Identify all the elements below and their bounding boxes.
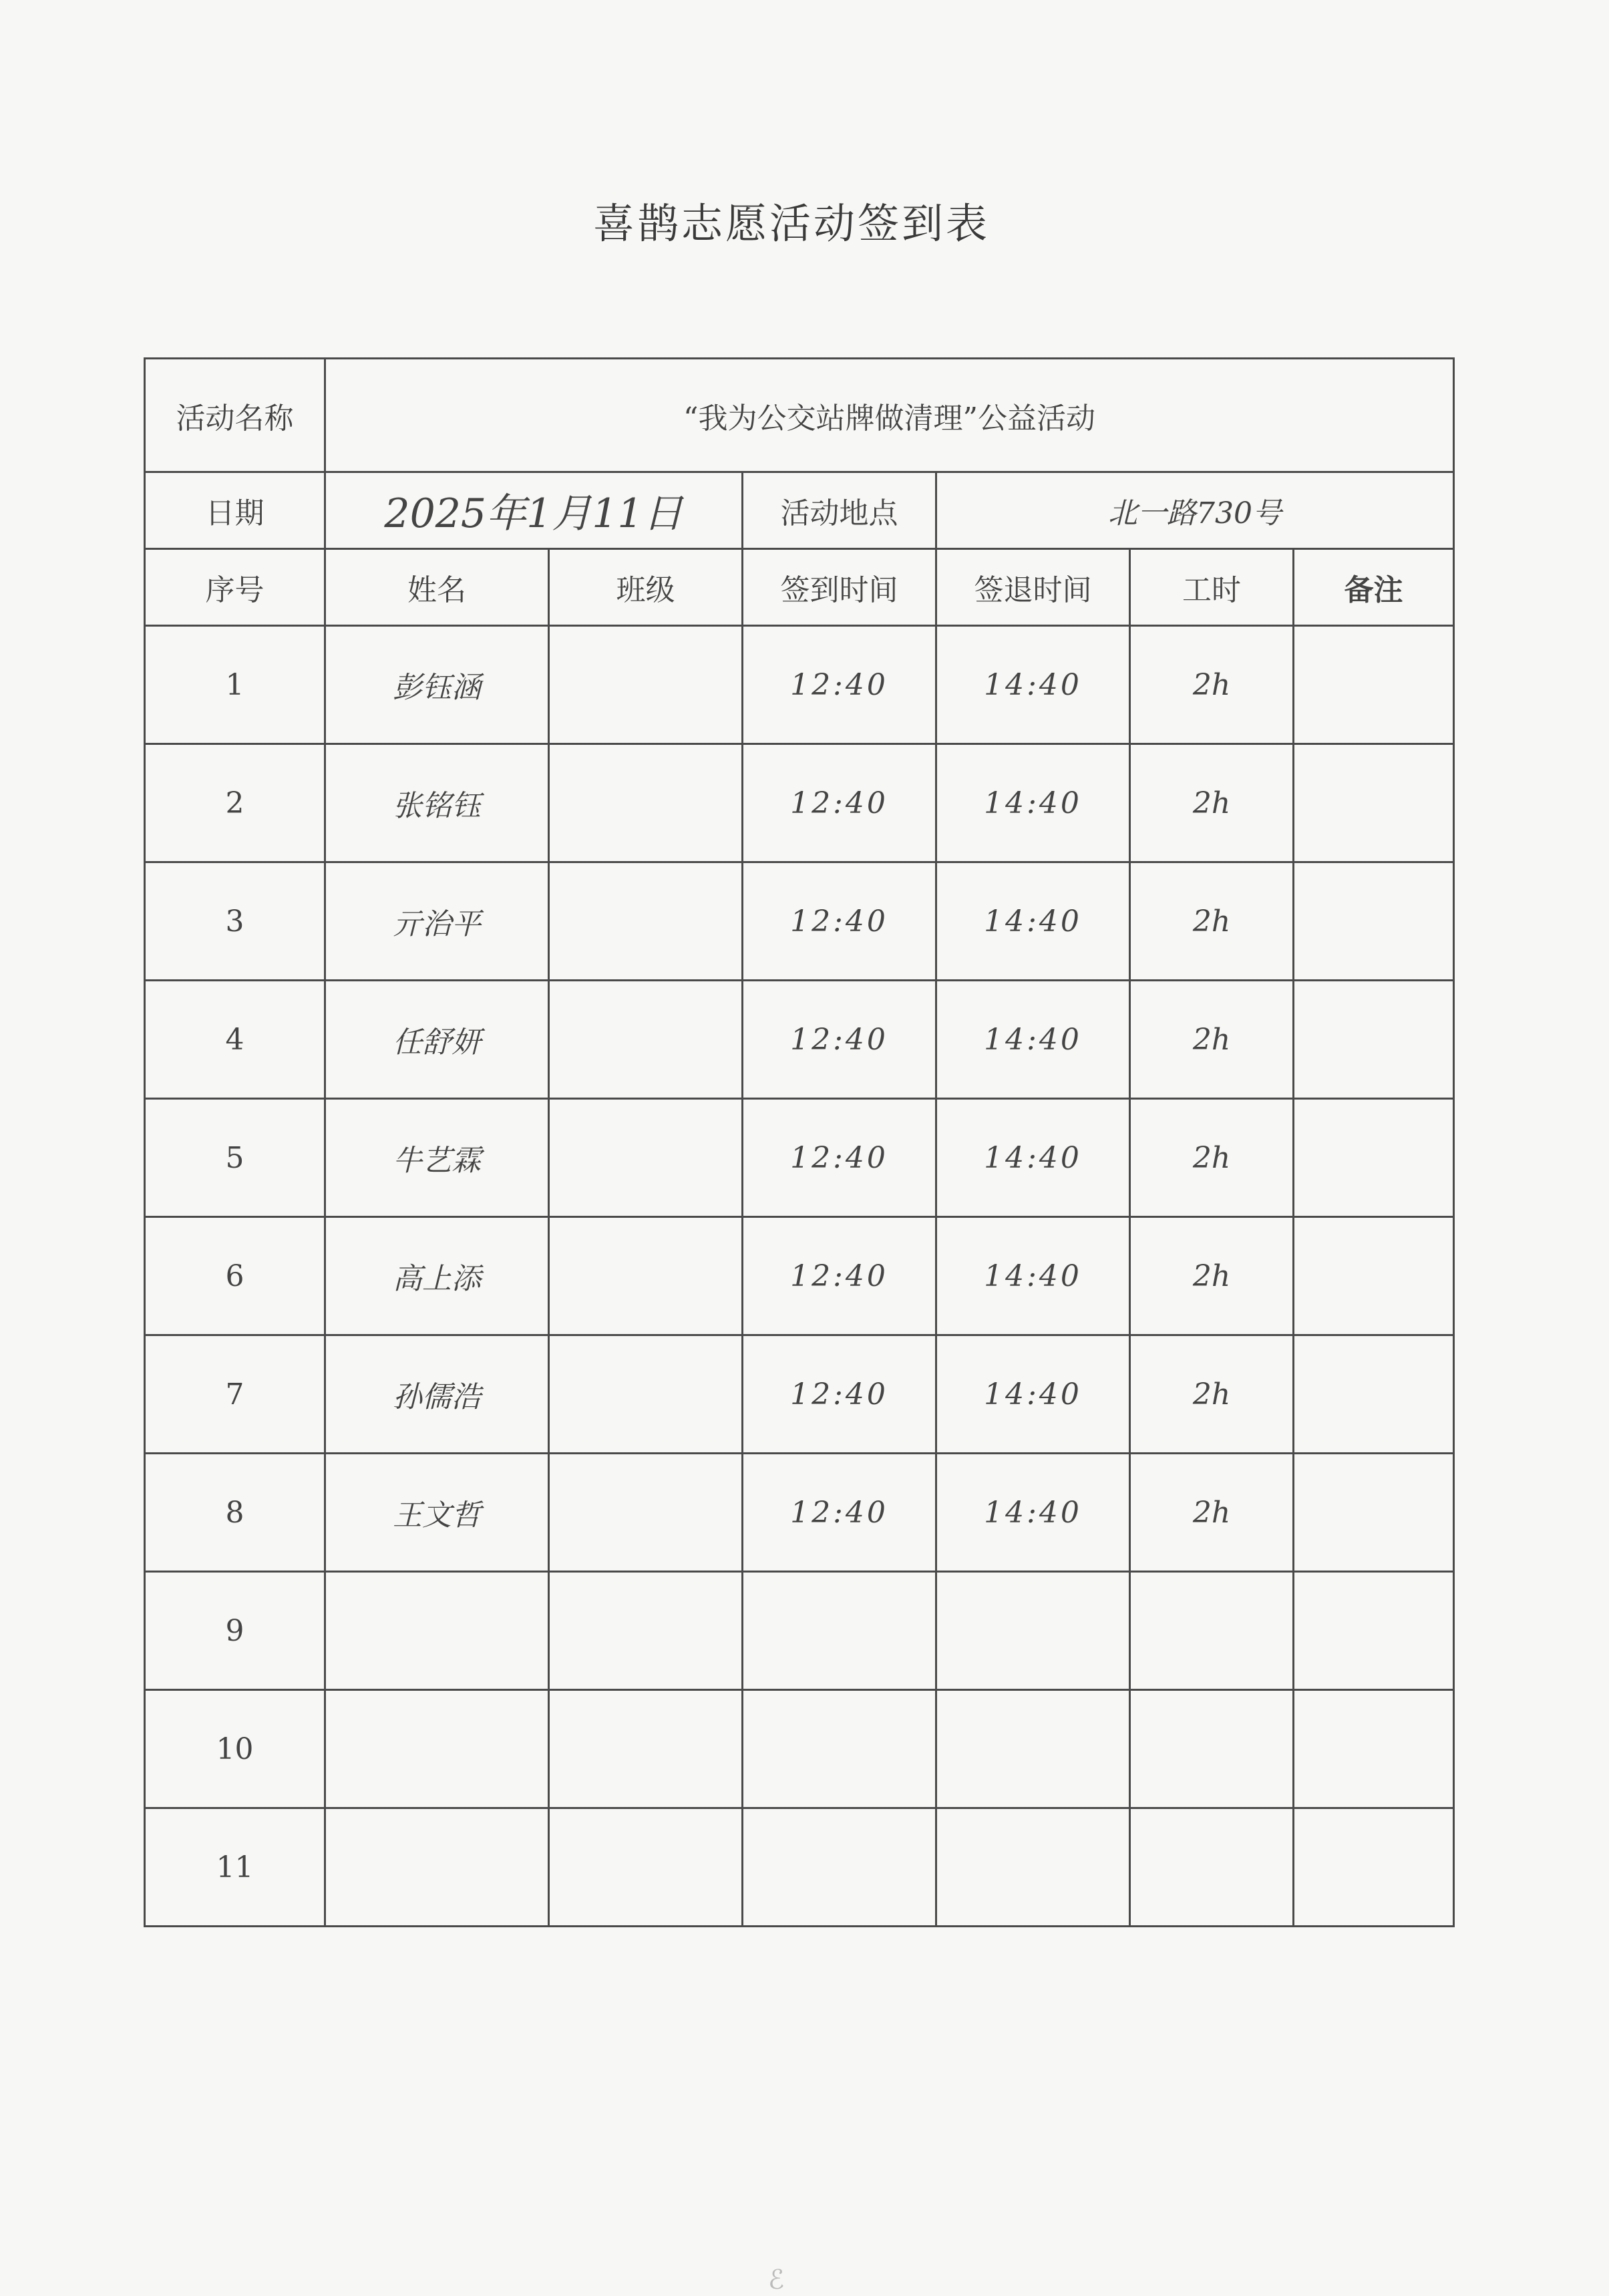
- activity-name-value: “我为公交站牌做清理”公益活动: [325, 359, 1454, 472]
- remarks-cell: [1294, 862, 1454, 981]
- header-name: 姓名: [325, 549, 549, 626]
- header-seq: 序号: [145, 549, 325, 626]
- volunteer-name: [325, 1690, 549, 1808]
- class-cell: [549, 626, 743, 744]
- checkin-time: [743, 1572, 936, 1690]
- remarks-cell: [1294, 626, 1454, 744]
- remarks-cell: [1294, 1454, 1454, 1572]
- header-class: 班级: [549, 549, 743, 626]
- work-hours: 2h: [1130, 744, 1294, 862]
- row-number: 8: [145, 1454, 325, 1572]
- header-hours: 工时: [1130, 549, 1294, 626]
- remarks-cell: [1294, 1099, 1454, 1217]
- checkin-time: 12:40: [743, 626, 936, 744]
- work-hours: [1130, 1690, 1294, 1808]
- remarks-cell: [1294, 1808, 1454, 1927]
- volunteer-name: 任舒妍: [325, 981, 549, 1099]
- table-row: [145, 1690, 1454, 1808]
- volunteer-name: 牛艺霖: [325, 1099, 549, 1217]
- header-checkout: 签退时间: [936, 549, 1130, 626]
- table-row: [145, 862, 1454, 981]
- remarks-cell: [1294, 1572, 1454, 1690]
- checkin-time: 12:40: [743, 1217, 936, 1335]
- work-hours: [1130, 1808, 1294, 1927]
- checkin-time: [743, 1808, 936, 1927]
- location-label: 活动地点: [743, 472, 936, 549]
- row-number: 1: [145, 626, 325, 744]
- sign-in-table: [144, 357, 1455, 1927]
- header-remarks: 备注: [1294, 549, 1454, 626]
- remarks-cell: [1294, 1690, 1454, 1808]
- row-number: 9: [145, 1572, 325, 1690]
- row-number: 2: [145, 744, 325, 862]
- checkin-time: 12:40: [743, 1099, 936, 1217]
- header-checkin: 签到时间: [743, 549, 936, 626]
- row-number: 10: [145, 1690, 325, 1808]
- work-hours: 2h: [1130, 1217, 1294, 1335]
- checkout-time: [936, 1690, 1130, 1808]
- table-row: [145, 1217, 1454, 1335]
- row-number: 11: [145, 1808, 325, 1927]
- work-hours: 2h: [1130, 981, 1294, 1099]
- table-row: [145, 1808, 1454, 1927]
- row-number: 7: [145, 1335, 325, 1454]
- checkout-time: 14:40: [936, 981, 1130, 1099]
- work-hours: 2h: [1130, 626, 1294, 744]
- work-hours: 2h: [1130, 1099, 1294, 1217]
- class-cell: [549, 1099, 743, 1217]
- checkin-time: 12:40: [743, 862, 936, 981]
- work-hours: 2h: [1130, 1335, 1294, 1454]
- volunteer-name: 彭钰涵: [325, 626, 549, 744]
- checkout-time: 14:40: [936, 1335, 1130, 1454]
- class-cell: [549, 1217, 743, 1335]
- volunteer-name: [325, 1572, 549, 1690]
- volunteer-name: 亓治平: [325, 862, 549, 981]
- table-row: [145, 626, 1454, 744]
- class-cell: [549, 1808, 743, 1927]
- checkin-time: 12:40: [743, 744, 936, 862]
- row-number: 6: [145, 1217, 325, 1335]
- remarks-cell: [1294, 1335, 1454, 1454]
- class-cell: [549, 862, 743, 981]
- class-cell: [549, 1335, 743, 1454]
- checkout-time: 14:40: [936, 626, 1130, 744]
- class-cell: [549, 1690, 743, 1808]
- stamp-mark-icon: ℰ: [768, 2265, 785, 2295]
- date-location-row: [145, 472, 1454, 549]
- work-hours: 2h: [1130, 1454, 1294, 1572]
- checkin-time: [743, 1690, 936, 1808]
- date-value: 2025年1月11日: [325, 472, 743, 549]
- location-value: 北一路730号: [936, 472, 1454, 549]
- checkout-time: 14:40: [936, 1099, 1130, 1217]
- table-row: [145, 1099, 1454, 1217]
- volunteer-name: 王文哲: [325, 1454, 549, 1572]
- table-row: [145, 744, 1454, 862]
- checkout-time: [936, 1572, 1130, 1690]
- table-row: [145, 1572, 1454, 1690]
- checkin-time: 12:40: [743, 1454, 936, 1572]
- class-cell: [549, 981, 743, 1099]
- checkout-time: 14:40: [936, 1454, 1130, 1572]
- checkin-time: 12:40: [743, 981, 936, 1099]
- row-number: 3: [145, 862, 325, 981]
- volunteer-name: [325, 1808, 549, 1927]
- volunteer-name: 张铭钰: [325, 744, 549, 862]
- checkin-time: 12:40: [743, 1335, 936, 1454]
- class-cell: [549, 1572, 743, 1690]
- checkout-time: [936, 1808, 1130, 1927]
- remarks-cell: [1294, 1217, 1454, 1335]
- header-row: [145, 549, 1454, 626]
- remarks-cell: [1294, 981, 1454, 1099]
- class-cell: [549, 744, 743, 862]
- work-hours: [1130, 1572, 1294, 1690]
- activity-name-row: [145, 359, 1454, 472]
- volunteer-name: 高上添: [325, 1217, 549, 1335]
- table-row: [145, 981, 1454, 1099]
- activity-name-label: 活动名称: [145, 359, 325, 472]
- class-cell: [549, 1454, 743, 1572]
- checkout-time: 14:40: [936, 1217, 1130, 1335]
- checkout-time: 14:40: [936, 744, 1130, 862]
- checkout-time: 14:40: [936, 862, 1130, 981]
- volunteer-name: 孙儒浩: [325, 1335, 549, 1454]
- table-row: [145, 1335, 1454, 1454]
- table-row: [145, 1454, 1454, 1572]
- row-number: 5: [145, 1099, 325, 1217]
- work-hours: 2h: [1130, 862, 1294, 981]
- date-label: 日期: [145, 472, 325, 549]
- page-title: 喜鹊志愿活动签到表: [592, 199, 990, 248]
- remarks-cell: [1294, 744, 1454, 862]
- row-number: 4: [145, 981, 325, 1099]
